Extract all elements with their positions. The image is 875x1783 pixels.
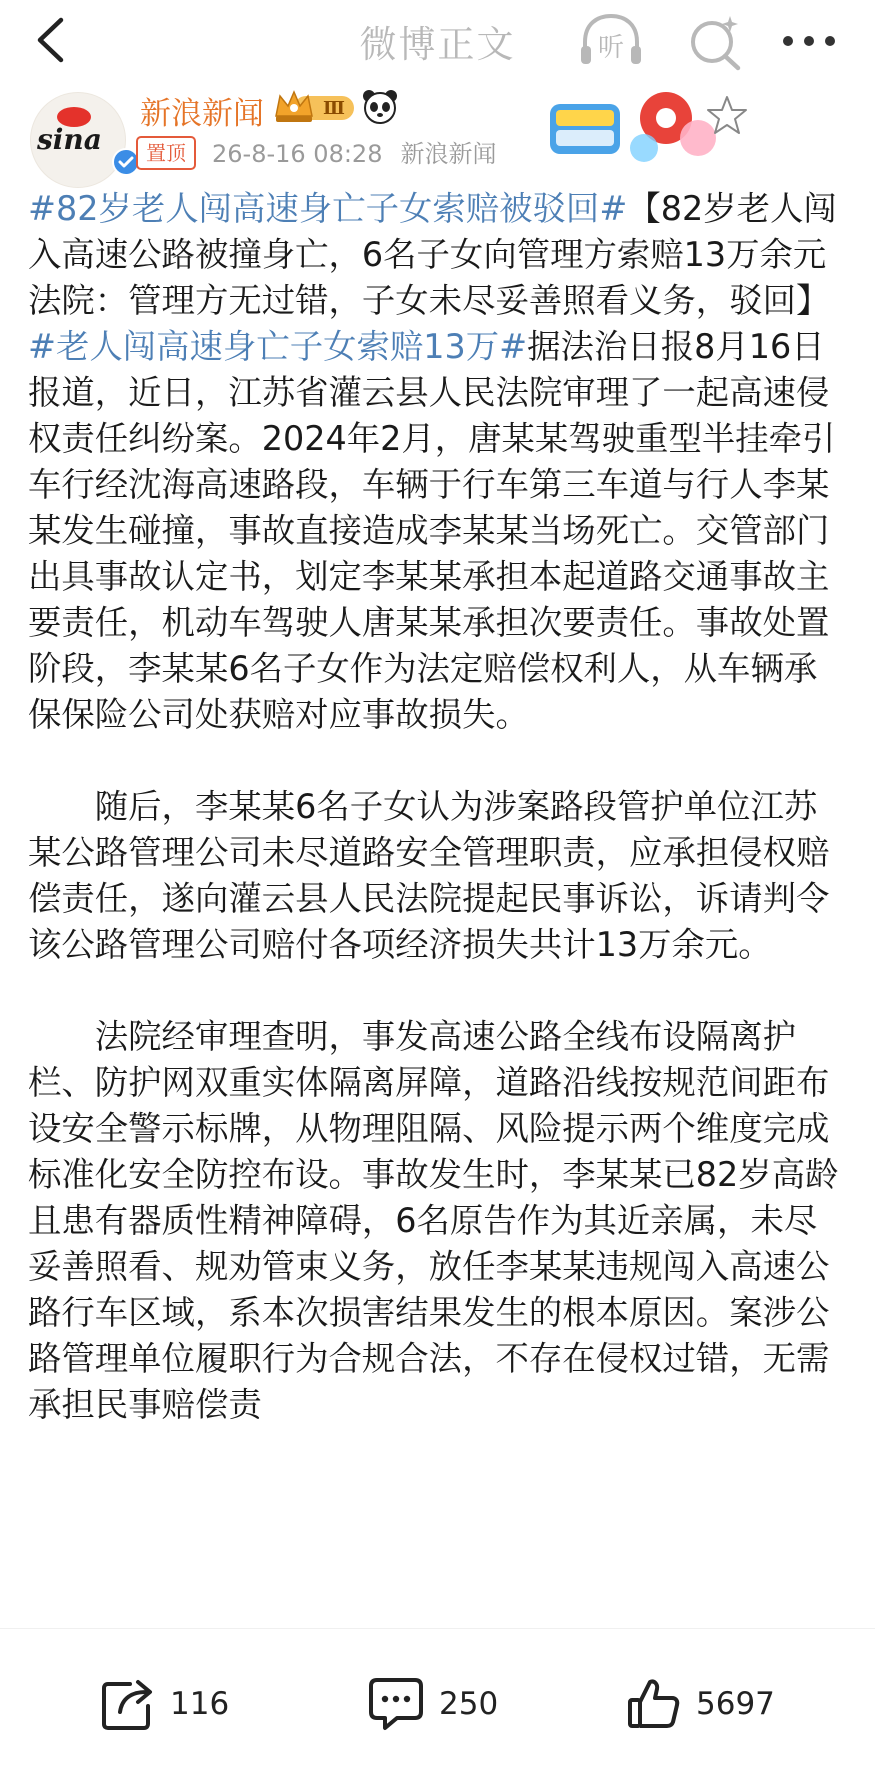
- paragraph-2: [28, 784, 848, 968]
- post-text: 随后，李某某6名子女认为涉案路段管护单位江苏某公路管理公司未尽道路安全管理职责，应承担侵权赔偿责任，遂向灌云县人民法院提起民事诉讼，诉请判令该公路管理公司赔付各项经济损失共计13万余元。: [28, 787, 830, 964]
- like-button[interactable]: [626, 1669, 775, 1739]
- promo-banner[interactable]: [548, 88, 730, 172]
- post-text: 据法治日报8月16日报道，近日，江苏省灌云县人民法院审理了一起高速侵权责任纠纷案。2024年2月，唐某某驾驶重型半挂牵引车行经沈海高速路段，车辆于行车第三车道与行人李某某发生碰撞，事故直接造成李某某当场死亡。交管部门出具事故认定书，划定李某某承担本起道路交通事故主要责任，机动车驾驶人唐某某承担次要责任。事故处置阶段，李某某6名子女作为法定赔偿权利人，从车辆承保保险公司处获赔对应事故损失。: [28, 327, 836, 734]
- pinned-badge: 置顶: [136, 136, 196, 170]
- follow-star-button[interactable]: [706, 94, 748, 136]
- headphones-icon: [575, 10, 647, 70]
- back-button[interactable]: [22, 12, 78, 68]
- top-nav-bar: [0, 0, 875, 86]
- more-dots-icon: [774, 16, 844, 66]
- post-time: 26-8-16 08:28: [212, 140, 383, 168]
- listen-button[interactable]: [575, 10, 647, 70]
- avatar-logo-text: sina: [37, 123, 102, 156]
- promo-banner-image: [548, 88, 730, 172]
- search-sparkle-icon: [686, 12, 746, 72]
- crown-icon: [272, 86, 358, 126]
- page-title: 微博正文: [359, 23, 516, 66]
- avatar-image: [30, 92, 126, 188]
- like-count: 5697: [696, 1686, 775, 1722]
- post-source: 新浪新闻: [400, 140, 497, 168]
- hashtag-link[interactable]: #老人闯高速身亡子女索赔13万#: [28, 327, 528, 366]
- post-meta: [212, 134, 496, 169]
- more-button[interactable]: [774, 16, 844, 66]
- comment-button[interactable]: [367, 1669, 498, 1739]
- chevron-left-icon: [35, 17, 65, 63]
- share-count: 116: [170, 1686, 230, 1722]
- author-name[interactable]: 新浪新闻: [140, 96, 264, 132]
- thumbs-up-icon: [626, 1676, 682, 1732]
- share-button[interactable]: [100, 1669, 229, 1739]
- level-numeral: Ⅲ: [323, 98, 345, 119]
- star-outline-icon: [706, 94, 748, 136]
- post-text: 【82岁老人闯入高速公路被撞身亡，6名子女向管理方索赔13万余元 法院：管理方无过错，子女未尽妥善照看义务，驳回】: [28, 189, 837, 320]
- author-header: [0, 86, 875, 196]
- member-level-badge[interactable]: [272, 86, 358, 126]
- listen-label: 听: [597, 33, 625, 63]
- post-content: [28, 186, 848, 1428]
- panda-icon: [362, 88, 398, 124]
- comment-count: 250: [439, 1686, 499, 1722]
- share-icon: [100, 1676, 156, 1732]
- comment-icon: [367, 1676, 425, 1732]
- hashtag-link[interactable]: #82岁老人闯高速身亡子女索赔被驳回#: [28, 189, 628, 228]
- post-text: 法院经审理查明，事发高速公路全线布设隔离护栏、防护网双重实体隔离屏障，道路沿线按规范间距布设安全警示标牌，从物理阻隔、风险提示两个维度完成标准化安全防控布设。事故发生时，李某某已82岁高龄且患有器质性精神障碍，6名原告作为其近亲属，未尽妥善照看、规劝管束义务，放任李某某违规闯入高速公路行车区域，系本次损害结果发生的根本原因。案涉公路管理单位履职行为合规合法，不存在侵权过错，无需承担民事赔偿责: [28, 1017, 839, 1424]
- search-button[interactable]: [686, 12, 746, 72]
- paragraph-3: [28, 1014, 848, 1428]
- paragraph-1: [28, 186, 848, 738]
- avatar[interactable]: [30, 92, 126, 188]
- bottom-action-bar: [0, 1628, 875, 1783]
